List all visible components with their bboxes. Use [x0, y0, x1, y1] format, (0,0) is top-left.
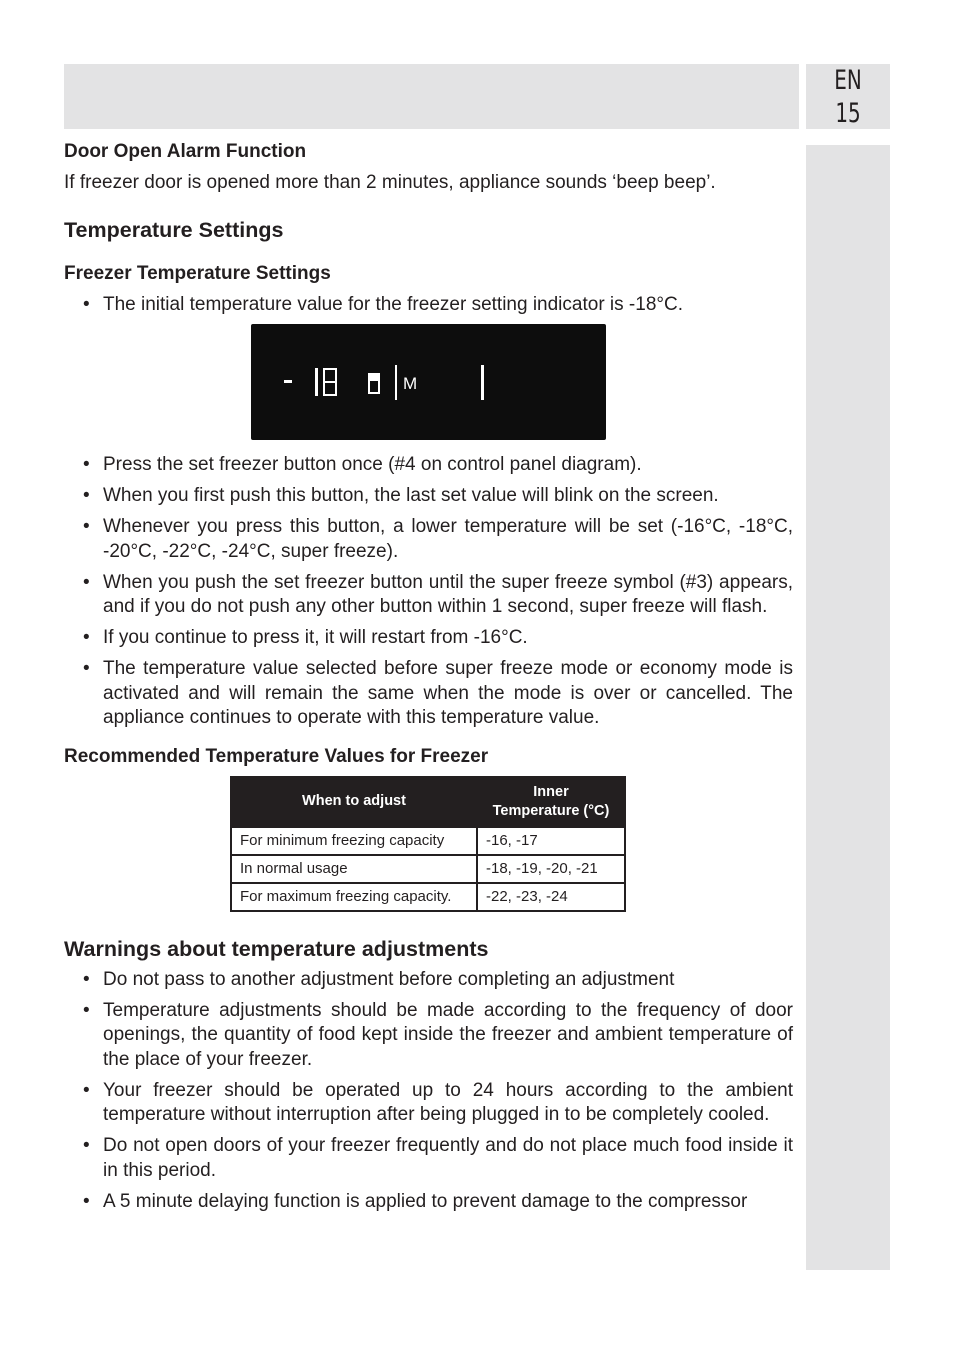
column-header-when: When to adjust — [231, 777, 477, 827]
table-cell-when: In normal usage — [231, 855, 477, 883]
table-row — [231, 883, 625, 911]
digit-one-segment — [315, 368, 318, 396]
freezer-settings-heading: Freezer Temperature Settings — [64, 263, 331, 284]
page-number: 15 — [835, 98, 861, 129]
column-header-temperature — [477, 777, 625, 827]
table-cell-when: For maximum freezing capacity. — [231, 883, 477, 911]
list-item: • A 5 minute delaying function is applied to prevent damage to the compressor — [64, 1190, 793, 1215]
digit-eight-segment — [323, 368, 337, 396]
list-item: • When you push the set freezer button until the super freeze symbol (#3) appears, and if you do not push any other button within 1 second, super freeze will flash. — [64, 571, 793, 620]
list-item: • Your freezer should be operated up to 24 hours according to the ambient temperature without interruption after being plugged in to be completely cooled. — [64, 1079, 793, 1128]
freezer-intro-list — [64, 293, 793, 318]
table-cell-temp: -16, -17 — [477, 827, 625, 855]
table-header-row — [231, 777, 625, 827]
table-cell-when: For minimum freezing capacity — [231, 827, 477, 855]
list-item: • When you first push this button, the last set value will blink on the screen. — [64, 484, 793, 509]
side-band — [806, 145, 890, 1270]
table-row — [231, 827, 625, 855]
list-item: • Do not open doors of your freezer frequently and do not place much food inside it in this period. — [64, 1134, 793, 1183]
list-item: • Do not pass to another adjustment before completing an adjustment — [64, 968, 793, 993]
header-band — [64, 64, 799, 129]
table-cell-temp: -18, -19, -20, -21 — [477, 855, 625, 883]
list-item: • Whenever you press this button, a lower temperature will be set (-16°C, -18°C, -20°C, -22°C, -24°C, super freeze). — [64, 515, 793, 564]
freezer-compartment-icon — [368, 373, 380, 394]
warnings-list — [64, 968, 793, 1215]
door-alarm-heading: Door Open Alarm Function — [64, 141, 307, 162]
table-cell-temp: -22, -23, -24 — [477, 883, 625, 911]
recommended-temperature-table — [230, 776, 626, 912]
column-header-temperature-line1: Inner — [533, 783, 569, 800]
language-code: EN — [834, 65, 862, 96]
freezer-display-panel — [251, 324, 606, 440]
separator-line-right — [481, 365, 484, 400]
separator-line — [395, 365, 397, 400]
temperature-settings-heading: Temperature Settings — [64, 218, 284, 242]
door-alarm-text: If freezer door is opened more than 2 minutes, appliance sounds ‘beep beep’. — [64, 172, 716, 193]
page-label — [806, 64, 890, 129]
column-header-temperature-line2: Temperature (°C) — [492, 802, 610, 819]
list-item: • The initial temperature value for the freezer setting indicator is -18°C. — [64, 293, 793, 318]
list-item: • If you continue to press it, it will restart from -16°C. — [64, 626, 793, 651]
freezer-settings-list — [64, 453, 793, 731]
list-item: • Temperature adjustments should be made according to the frequency of door openings, the quantity of food kept inside the freezer and ambient temperature of the place of your freezer. — [64, 999, 793, 1073]
recommended-values-heading: Recommended Temperature Values for Freezer — [64, 745, 489, 767]
minus-segment — [284, 380, 292, 383]
table-row — [231, 855, 625, 883]
list-item: • Press the set freezer button once (#4 on control panel diagram). — [64, 453, 793, 478]
mode-indicator: M — [403, 374, 418, 393]
page-content — [64, 140, 793, 1221]
warnings-heading: Warnings about temperature adjustments — [64, 936, 489, 961]
list-item: • The temperature value selected before super freeze mode or economy mode is activated and will remain the same when the mode is over or cancelled. The appliance continues to operate with this temperature value. — [64, 657, 793, 731]
